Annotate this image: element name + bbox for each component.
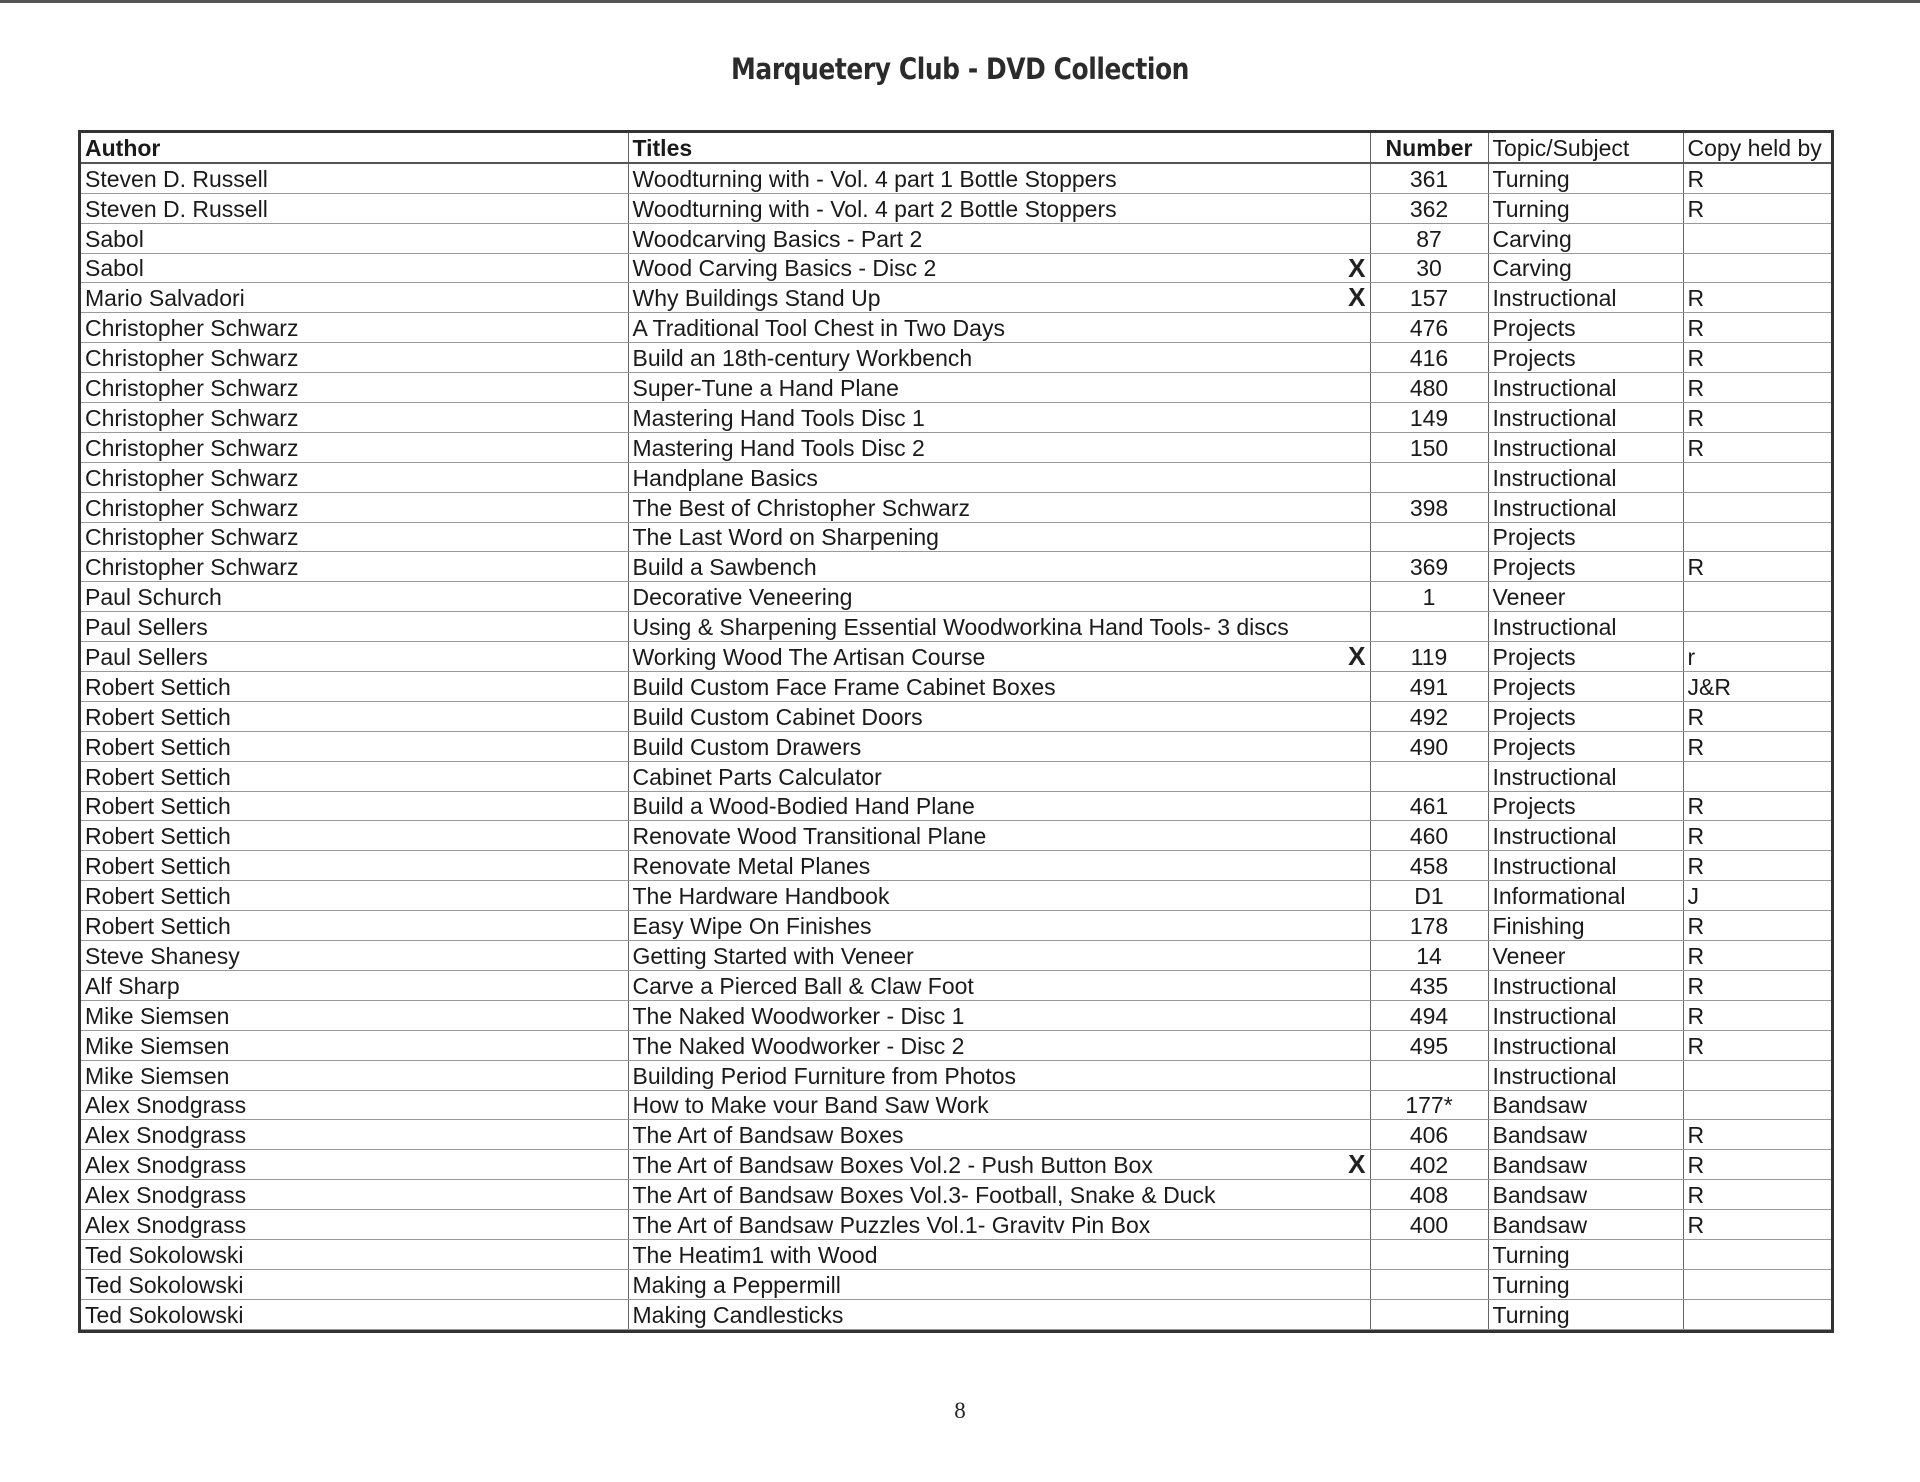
table-row: [81, 911, 1831, 941]
table-row: [81, 821, 1831, 851]
title-text: The Art of Bandsaw Boxes Vol.2 - Push Button Box: [632, 1152, 1153, 1179]
number-cell: 400: [1370, 1210, 1488, 1240]
author-cell: Christopher Schwarz: [81, 313, 628, 343]
title-text: Making a Peppermill: [632, 1271, 841, 1298]
number-cell: [1370, 761, 1488, 791]
handwritten-x-mark: X: [1348, 282, 1366, 313]
number-cell: 1: [1370, 582, 1488, 612]
number-cell: [1370, 1269, 1488, 1299]
handwritten-x-mark: X: [1348, 1149, 1366, 1180]
title-text: Renovate Metal Planes: [632, 853, 871, 880]
title-cell: [628, 223, 1370, 253]
copy-held-by-cell: R: [1683, 313, 1831, 343]
title-cell: [628, 403, 1370, 433]
table-row: [81, 881, 1831, 911]
handwritten-x-mark: X: [1348, 641, 1366, 672]
author-cell: Ted Sokolowski: [81, 1299, 628, 1329]
title-text: Super-Tune a Hand Plane: [632, 375, 899, 402]
number-cell: 458: [1370, 851, 1488, 881]
table-row: [81, 492, 1831, 522]
title-cell: [628, 941, 1370, 971]
topic-cell: Bandsaw: [1488, 1120, 1683, 1150]
table-row: [81, 253, 1831, 283]
copy-held-by-cell: R: [1683, 911, 1831, 941]
table-row: [81, 163, 1831, 193]
dvd-table-container: [78, 130, 1834, 1333]
table-row: [81, 791, 1831, 821]
number-cell: D1: [1370, 881, 1488, 911]
author-cell: Robert Settich: [81, 701, 628, 731]
table-row: [81, 941, 1831, 971]
topic-cell: Veneer: [1488, 941, 1683, 971]
copy-held-by-cell: [1683, 1269, 1831, 1299]
title-text: The Hardware Handbook: [632, 883, 890, 910]
number-cell: [1370, 1239, 1488, 1269]
author-cell: Christopher Schwarz: [81, 343, 628, 373]
table-row: [81, 582, 1831, 612]
page-top-border: [0, 0, 1920, 3]
author-cell: Robert Settich: [81, 791, 628, 821]
author-cell: Robert Settich: [81, 881, 628, 911]
author-cell: Robert Settich: [81, 731, 628, 761]
table-row: [81, 1269, 1831, 1299]
author-cell: Christopher Schwarz: [81, 552, 628, 582]
number-cell: 461: [1370, 791, 1488, 821]
number-cell: [1370, 612, 1488, 642]
topic-cell: Bandsaw: [1488, 1210, 1683, 1240]
topic-cell: Projects: [1488, 701, 1683, 731]
title-cell: [628, 313, 1370, 343]
copy-held-by-cell: r: [1683, 642, 1831, 672]
title-cell: [628, 851, 1370, 881]
copy-held-by-cell: R: [1683, 851, 1831, 881]
title-text: The Naked Woodworker - Disc 1: [632, 1002, 965, 1029]
title-cell: [628, 761, 1370, 791]
author-cell: Robert Settich: [81, 672, 628, 702]
copy-held-by-cell: [1683, 582, 1831, 612]
title-cell: [628, 1150, 1370, 1180]
author-cell: Paul Schurch: [81, 582, 628, 612]
table-row: [81, 1060, 1831, 1090]
title-text: Getting Started with Veneer: [632, 942, 914, 969]
title-text: Carve a Pierced Ball & Claw Foot: [632, 972, 974, 999]
copy-held-by-cell: J&R: [1683, 672, 1831, 702]
table-row: [81, 1090, 1831, 1120]
title-cell: [628, 1210, 1370, 1240]
number-cell: 480: [1370, 373, 1488, 403]
table-row: [81, 373, 1831, 403]
copy-held-by-cell: R: [1683, 432, 1831, 462]
number-cell: 490: [1370, 731, 1488, 761]
copy-held-by-cell: [1683, 492, 1831, 522]
author-cell: Christopher Schwarz: [81, 462, 628, 492]
topic-cell: Instructional: [1488, 1030, 1683, 1060]
title-text: Wood Carving Basics - Disc 2: [632, 255, 937, 282]
author-cell: Sabol: [81, 223, 628, 253]
title-cell: [628, 731, 1370, 761]
title-text: Mastering Hand Tools Disc 2: [632, 434, 925, 461]
number-cell: 30: [1370, 253, 1488, 283]
copy-held-by-cell: J: [1683, 881, 1831, 911]
topic-cell: Instructional: [1488, 462, 1683, 492]
title-text: Easy Wipe On Finishes: [632, 913, 872, 940]
number-cell: 435: [1370, 970, 1488, 1000]
author-cell: Alex Snodgrass: [81, 1210, 628, 1240]
copy-held-by-cell: [1683, 462, 1831, 492]
title-cell: [628, 881, 1370, 911]
topic-cell: Instructional: [1488, 1000, 1683, 1030]
number-cell: [1370, 522, 1488, 552]
topic-cell: Instructional: [1488, 432, 1683, 462]
title-cell: [628, 373, 1370, 403]
title-text: Build an 18th-century Workbench: [632, 345, 973, 372]
author-cell: Robert Settich: [81, 911, 628, 941]
author-cell: Alf Sharp: [81, 970, 628, 1000]
title-text: Woodcarving Basics - Part 2: [632, 225, 923, 252]
table-row: [81, 731, 1831, 761]
table-row: [81, 851, 1831, 881]
topic-cell: Instructional: [1488, 1060, 1683, 1090]
table-row: [81, 761, 1831, 791]
column-header-number: Number: [1370, 133, 1488, 163]
title-text: The Heatim1 with Wood: [632, 1241, 878, 1268]
title-text: Why Buildings Stand Up: [632, 285, 881, 312]
copy-held-by-cell: [1683, 1060, 1831, 1090]
copy-held-by-cell: R: [1683, 552, 1831, 582]
copy-held-by-cell: [1683, 612, 1831, 642]
table-row: [81, 1180, 1831, 1210]
topic-cell: Carving: [1488, 223, 1683, 253]
copy-held-by-cell: R: [1683, 163, 1831, 193]
copy-held-by-cell: [1683, 522, 1831, 552]
topic-cell: Projects: [1488, 731, 1683, 761]
topic-cell: Instructional: [1488, 761, 1683, 791]
author-cell: Christopher Schwarz: [81, 373, 628, 403]
author-cell: Alex Snodgrass: [81, 1180, 628, 1210]
title-text: Decorative Veneering: [632, 584, 853, 611]
number-cell: 416: [1370, 343, 1488, 373]
number-cell: 398: [1370, 492, 1488, 522]
table-row: [81, 1150, 1831, 1180]
copy-held-by-cell: [1683, 1299, 1831, 1329]
table-row: [81, 343, 1831, 373]
number-cell: [1370, 1060, 1488, 1090]
title-cell: [628, 253, 1370, 283]
column-header-topic: Topic/Subject: [1488, 133, 1683, 163]
number-cell: 494: [1370, 1000, 1488, 1030]
topic-cell: Instructional: [1488, 612, 1683, 642]
table-row: [81, 1000, 1831, 1030]
copy-held-by-cell: R: [1683, 403, 1831, 433]
copy-held-by-cell: R: [1683, 1000, 1831, 1030]
copy-held-by-cell: [1683, 253, 1831, 283]
table-row: [81, 462, 1831, 492]
number-cell: 119: [1370, 642, 1488, 672]
author-cell: Robert Settich: [81, 761, 628, 791]
title-text: Woodturning with - Vol. 4 part 2 Bottle Stoppers: [632, 195, 1117, 222]
topic-cell: Instructional: [1488, 403, 1683, 433]
title-text: Handplane Basics: [632, 464, 818, 491]
title-text: The Art of Bandsaw Boxes Vol.3- Football, Snake & Duck: [632, 1182, 1216, 1209]
number-cell: 460: [1370, 821, 1488, 851]
topic-cell: Projects: [1488, 791, 1683, 821]
author-cell: Paul Sellers: [81, 642, 628, 672]
title-cell: [628, 672, 1370, 702]
title-cell: [628, 1000, 1370, 1030]
table-row: [81, 1210, 1831, 1240]
topic-cell: Veneer: [1488, 582, 1683, 612]
copy-held-by-cell: R: [1683, 1120, 1831, 1150]
title-cell: [628, 911, 1370, 941]
table-row: [81, 970, 1831, 1000]
number-cell: 157: [1370, 283, 1488, 313]
title-text: Build Custom Drawers: [632, 733, 862, 760]
copy-held-by-cell: R: [1683, 791, 1831, 821]
title-text: The Art of Bandsaw Boxes: [632, 1122, 904, 1149]
title-text: Building Period Furniture from Photos: [632, 1062, 1017, 1089]
title-cell: [628, 1060, 1370, 1090]
number-cell: 150: [1370, 432, 1488, 462]
topic-cell: Projects: [1488, 672, 1683, 702]
table-row: [81, 283, 1831, 313]
author-cell: Christopher Schwarz: [81, 432, 628, 462]
column-header-copy-held-by: Copy held by: [1683, 133, 1831, 163]
title-text: The Naked Woodworker - Disc 2: [632, 1032, 965, 1059]
number-cell: 361: [1370, 163, 1488, 193]
author-cell: Mike Siemsen: [81, 1000, 628, 1030]
title-cell: [628, 642, 1370, 672]
topic-cell: Instructional: [1488, 492, 1683, 522]
copy-held-by-cell: [1683, 1090, 1831, 1120]
title-cell: [628, 552, 1370, 582]
title-cell: [628, 522, 1370, 552]
copy-held-by-cell: R: [1683, 970, 1831, 1000]
title-text: Woodturning with - Vol. 4 part 1 Bottle Stoppers: [632, 165, 1117, 192]
copy-held-by-cell: [1683, 761, 1831, 791]
copy-held-by-cell: [1683, 223, 1831, 253]
number-cell: 177*: [1370, 1090, 1488, 1120]
topic-cell: Turning: [1488, 1239, 1683, 1269]
title-cell: [628, 612, 1370, 642]
number-cell: 495: [1370, 1030, 1488, 1060]
title-text: How to Make vour Band Saw Work: [632, 1092, 989, 1119]
author-cell: Alex Snodgrass: [81, 1090, 628, 1120]
copy-held-by-cell: R: [1683, 283, 1831, 313]
title-cell: [628, 1269, 1370, 1299]
topic-cell: Instructional: [1488, 821, 1683, 851]
number-cell: 491: [1370, 672, 1488, 702]
title-cell: [628, 1120, 1370, 1150]
title-cell: [628, 432, 1370, 462]
copy-held-by-cell: R: [1683, 821, 1831, 851]
author-cell: Paul Sellers: [81, 612, 628, 642]
title-text: Build Custom Cabinet Doors: [632, 703, 923, 730]
table-row: [81, 1299, 1831, 1329]
title-cell: [628, 193, 1370, 223]
author-cell: Ted Sokolowski: [81, 1239, 628, 1269]
title-cell: [628, 163, 1370, 193]
author-cell: Christopher Schwarz: [81, 403, 628, 433]
copy-held-by-cell: R: [1683, 1210, 1831, 1240]
title-text: Renovate Wood Transitional Plane: [632, 823, 987, 850]
copy-held-by-cell: R: [1683, 1150, 1831, 1180]
table-row: [81, 642, 1831, 672]
topic-cell: Instructional: [1488, 283, 1683, 313]
table-row: [81, 701, 1831, 731]
topic-cell: Turning: [1488, 193, 1683, 223]
title-text: Mastering Hand Tools Disc 1: [632, 404, 925, 431]
author-cell: Alex Snodgrass: [81, 1150, 628, 1180]
number-cell: 476: [1370, 313, 1488, 343]
title-text: Build a Sawbench: [632, 554, 817, 581]
table-row: [81, 432, 1831, 462]
title-cell: [628, 1030, 1370, 1060]
number-cell: 408: [1370, 1180, 1488, 1210]
title-cell: [628, 821, 1370, 851]
topic-cell: Bandsaw: [1488, 1090, 1683, 1120]
topic-cell: Bandsaw: [1488, 1150, 1683, 1180]
table-row: [81, 522, 1831, 552]
author-cell: Christopher Schwarz: [81, 492, 628, 522]
title-text: Build Custom Face Frame Cabinet Boxes: [632, 673, 1056, 700]
copy-held-by-cell: R: [1683, 373, 1831, 403]
title-text: Using & Sharpening Essential Woodworkina Hand Tools- 3 discs: [632, 614, 1289, 641]
copy-held-by-cell: R: [1683, 941, 1831, 971]
number-cell: 14: [1370, 941, 1488, 971]
title-text: The Art of Bandsaw Puzzles Vol.1- Gravitv Pin Box: [632, 1211, 1151, 1238]
title-text: Build a Wood-Bodied Hand Plane: [632, 793, 975, 820]
table-row: [81, 1239, 1831, 1269]
dvd-collection-table: [81, 133, 1831, 1330]
number-cell: 362: [1370, 193, 1488, 223]
number-cell: 492: [1370, 701, 1488, 731]
page-number: 8: [954, 1398, 966, 1423]
table-row: [81, 1030, 1831, 1060]
author-cell: Christopher Schwarz: [81, 522, 628, 552]
column-header-titles: Titles: [628, 133, 1370, 163]
topic-cell: Instructional: [1488, 373, 1683, 403]
topic-cell: Projects: [1488, 313, 1683, 343]
title-cell: [628, 701, 1370, 731]
page-title: Marquetery Club - DVD Collection: [731, 52, 1189, 86]
title-text: The Best of Christopher Schwarz: [632, 494, 970, 521]
topic-cell: Turning: [1488, 1299, 1683, 1329]
table-row: [81, 313, 1831, 343]
table-row: [81, 1120, 1831, 1150]
author-cell: Sabol: [81, 253, 628, 283]
topic-cell: Bandsaw: [1488, 1180, 1683, 1210]
copy-held-by-cell: [1683, 1239, 1831, 1269]
title-cell: [628, 492, 1370, 522]
author-cell: Alex Snodgrass: [81, 1120, 628, 1150]
title-cell: [628, 582, 1370, 612]
author-cell: Mario Salvadori: [81, 283, 628, 313]
number-cell: 406: [1370, 1120, 1488, 1150]
title-cell: [628, 1180, 1370, 1210]
number-cell: 178: [1370, 911, 1488, 941]
title-text: Working Wood The Artisan Course: [632, 644, 986, 671]
copy-held-by-cell: R: [1683, 343, 1831, 373]
title-cell: [628, 1239, 1370, 1269]
number-cell: [1370, 1299, 1488, 1329]
number-cell: 402: [1370, 1150, 1488, 1180]
author-cell: Robert Settich: [81, 851, 628, 881]
title-cell: [628, 791, 1370, 821]
author-cell: Robert Settich: [81, 821, 628, 851]
author-cell: Steven D. Russell: [81, 193, 628, 223]
title-cell: [628, 1299, 1370, 1329]
title-text: Cabinet Parts Calculator: [632, 763, 882, 790]
topic-cell: Instructional: [1488, 970, 1683, 1000]
title-cell: [628, 343, 1370, 373]
table-row: [81, 193, 1831, 223]
table-row: [81, 552, 1831, 582]
table-header-row: [81, 133, 1831, 163]
topic-cell: Projects: [1488, 552, 1683, 582]
table-row: [81, 223, 1831, 253]
topic-cell: Projects: [1488, 522, 1683, 552]
copy-held-by-cell: R: [1683, 1030, 1831, 1060]
copy-held-by-cell: R: [1683, 1180, 1831, 1210]
copy-held-by-cell: R: [1683, 701, 1831, 731]
author-cell: Steven D. Russell: [81, 163, 628, 193]
number-cell: 87: [1370, 223, 1488, 253]
handwritten-x-mark: X: [1348, 253, 1366, 283]
number-cell: 369: [1370, 552, 1488, 582]
topic-cell: Instructional: [1488, 851, 1683, 881]
title-cell: [628, 1090, 1370, 1120]
table-row: [81, 672, 1831, 702]
author-cell: Ted Sokolowski: [81, 1269, 628, 1299]
title-cell: [628, 283, 1370, 313]
title-text: The Last Word on Sharpening: [632, 524, 939, 551]
topic-cell: Projects: [1488, 343, 1683, 373]
copy-held-by-cell: R: [1683, 193, 1831, 223]
table-row: [81, 403, 1831, 433]
title-text: A Traditional Tool Chest in Two Days: [632, 315, 1005, 342]
topic-cell: Projects: [1488, 642, 1683, 672]
topic-cell: Informational: [1488, 881, 1683, 911]
author-cell: Mike Siemsen: [81, 1030, 628, 1060]
table-row: [81, 612, 1831, 642]
author-cell: Steve Shanesy: [81, 941, 628, 971]
title-text: Making Candlesticks: [632, 1301, 844, 1328]
topic-cell: Finishing: [1488, 911, 1683, 941]
number-cell: 149: [1370, 403, 1488, 433]
title-cell: [628, 970, 1370, 1000]
topic-cell: Carving: [1488, 253, 1683, 283]
title-cell: [628, 462, 1370, 492]
topic-cell: Turning: [1488, 163, 1683, 193]
author-cell: Mike Siemsen: [81, 1060, 628, 1090]
topic-cell: Turning: [1488, 1269, 1683, 1299]
column-header-author: Author: [81, 133, 628, 163]
table-body: [81, 163, 1831, 1329]
copy-held-by-cell: R: [1683, 731, 1831, 761]
number-cell: [1370, 462, 1488, 492]
